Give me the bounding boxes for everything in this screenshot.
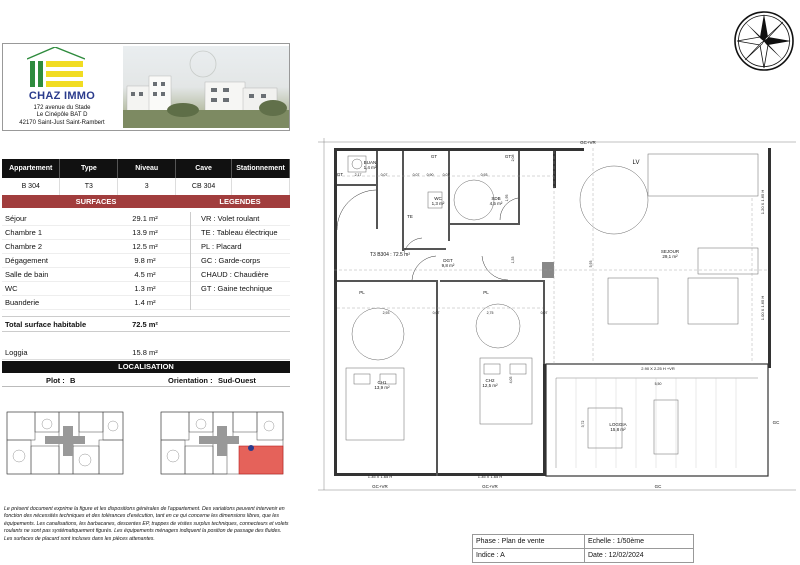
surface-value: 4.5 m² bbox=[134, 270, 156, 279]
apartment-info-table bbox=[2, 159, 290, 196]
room-area: 1,4 m² bbox=[363, 165, 377, 170]
orientation-label: Orientation : bbox=[168, 376, 213, 385]
dimension-label: 2,08 bbox=[511, 154, 515, 162]
title-block-phase: Phase : Plan de vente bbox=[473, 535, 585, 549]
apartment-highlight bbox=[239, 446, 283, 474]
orientation-value: Sud-Ouest bbox=[218, 376, 256, 385]
total-surface-label: Total surface habitable bbox=[5, 320, 87, 329]
legend-title: LEGENDES bbox=[219, 197, 261, 206]
table-row bbox=[473, 549, 694, 563]
window-callout: 2.90 X 2.25 H +VR bbox=[641, 366, 675, 371]
legend-item: TE : Tableau électrique bbox=[201, 228, 278, 237]
tag-label: LV bbox=[632, 160, 640, 166]
room-area: 13,9 m² bbox=[374, 385, 390, 390]
loggia-row bbox=[2, 344, 290, 360]
dimension-label: 0,07 bbox=[432, 311, 440, 315]
title-block-scale: Echelle : 1/50ème bbox=[585, 535, 694, 549]
dimension-label: 0,07 bbox=[380, 173, 388, 177]
room-label: WC bbox=[434, 196, 442, 201]
building-key-plan bbox=[5, 406, 125, 480]
window-callout: 1.20 X 1.65 H bbox=[760, 189, 765, 215]
room-label: BUAN bbox=[363, 160, 377, 165]
brand-address-line: Le Cinépôle BAT D bbox=[36, 112, 88, 118]
chaz-immo-logo-mark bbox=[27, 47, 85, 89]
building-key-plan-highlighted bbox=[159, 406, 285, 480]
room-label: CH2 bbox=[485, 378, 495, 383]
dimension-label: 1,95 bbox=[505, 194, 509, 202]
legend-item: GT : Gaine technique bbox=[201, 284, 273, 293]
room-label: LOGGIA bbox=[609, 422, 627, 427]
tag-label: GC+VR bbox=[372, 484, 388, 489]
tag-label: PL bbox=[359, 290, 365, 295]
table-header-cell: Cave bbox=[176, 159, 232, 178]
room-area: 9,8 m² bbox=[441, 263, 455, 268]
table-header-cell: Type bbox=[60, 159, 118, 178]
room-area: 4,5 m² bbox=[489, 201, 503, 206]
technical-shaft bbox=[542, 262, 554, 278]
dimension-label: 0,07 bbox=[540, 311, 548, 315]
tag-label: GC+VR bbox=[482, 484, 498, 489]
building-rendering-image bbox=[123, 46, 289, 128]
tag-label: TE bbox=[407, 214, 413, 219]
dimension-label: 2,75 bbox=[486, 311, 494, 315]
dimension-label: 2,17 bbox=[354, 173, 362, 177]
dimension-label: 5,93 bbox=[589, 260, 593, 268]
room-area: 1,3 m² bbox=[431, 201, 445, 206]
surface-label: Buanderie bbox=[5, 298, 40, 307]
brand-address-line: 42170 Saint-Just Saint-Rambert bbox=[19, 120, 105, 126]
tag-label: GC bbox=[654, 484, 662, 489]
header-box bbox=[2, 43, 290, 131]
surface-row bbox=[2, 296, 290, 310]
dimension-label: 1,33 bbox=[511, 256, 515, 264]
legend-item: GC : Garde-corps bbox=[201, 256, 261, 265]
room-label: DGT bbox=[443, 258, 453, 263]
surface-row bbox=[2, 268, 290, 282]
tag-label: GT bbox=[430, 154, 438, 159]
surface-label: WC bbox=[5, 284, 18, 293]
table-cell: 3 bbox=[118, 178, 176, 195]
total-surface-value: 72.5 m² bbox=[132, 320, 158, 329]
table-cell: B 304 bbox=[2, 178, 60, 195]
room-label: CH1 bbox=[377, 380, 387, 385]
surface-row bbox=[2, 240, 290, 254]
surface-value: 1.4 m² bbox=[134, 298, 156, 307]
brand-name: CHAZ IMMO bbox=[28, 90, 96, 102]
surface-value: 1.3 m² bbox=[134, 284, 156, 293]
room-area: 12,5 m² bbox=[482, 383, 498, 388]
surfaces-legend-header bbox=[2, 195, 290, 208]
surface-row bbox=[2, 212, 290, 226]
table-row bbox=[473, 535, 694, 549]
room-area: 15,8 m² bbox=[610, 427, 626, 432]
title-block-index: Indice : A bbox=[473, 549, 585, 563]
table-header-cell: Appartement bbox=[2, 159, 60, 178]
tag-label: GT bbox=[504, 154, 512, 159]
localisation-header: LOCALISATION bbox=[2, 361, 290, 373]
surface-value: 29.1 m² bbox=[132, 214, 158, 223]
surface-label: Chambre 1 bbox=[5, 228, 43, 237]
dimension-label: 0,07 bbox=[412, 173, 420, 177]
localisation-row bbox=[2, 373, 290, 387]
dimension-label: 5,50 bbox=[654, 382, 662, 386]
room-label: SEJOUR bbox=[660, 249, 680, 254]
surface-value: 12.5 m² bbox=[132, 242, 158, 251]
tag-label: GT bbox=[336, 172, 344, 177]
table-row bbox=[2, 178, 290, 195]
loggia-value: 15.8 m² bbox=[132, 348, 158, 357]
surface-row bbox=[2, 254, 290, 268]
north-compass-icon bbox=[733, 10, 795, 72]
legend-item: CHAUD : Chaudière bbox=[201, 270, 269, 279]
surface-label: Dégagement bbox=[5, 256, 48, 265]
surface-label: Salle de bain bbox=[5, 270, 49, 279]
surface-row bbox=[2, 282, 290, 296]
dimension-label: 0,07 bbox=[442, 173, 450, 177]
apartment-label: T3 B304 : 72.5 m² bbox=[369, 252, 411, 258]
plot-label: Plot : bbox=[46, 376, 65, 385]
surface-label: Chambre 2 bbox=[5, 242, 43, 251]
window-callout: 1.35 X 1.65 H bbox=[367, 474, 393, 479]
room-area: 29,1 m² bbox=[662, 254, 678, 259]
floor-plan bbox=[318, 138, 796, 498]
table-header-row bbox=[2, 159, 290, 178]
tag-label: PL bbox=[483, 290, 489, 295]
dimension-label: 2,93 bbox=[382, 311, 390, 315]
title-block-date: Date : 12/02/2024 bbox=[585, 549, 694, 563]
dimension-label: 4,05 bbox=[509, 376, 513, 384]
surfaces-title: SURFACES bbox=[75, 197, 117, 206]
surface-row bbox=[2, 226, 290, 240]
loggia-label: Loggia bbox=[5, 348, 28, 357]
window-callout: 1.35 X 1.65 H bbox=[477, 474, 503, 479]
surface-value: 13.9 m² bbox=[132, 228, 158, 237]
location-marker-icon bbox=[248, 445, 254, 451]
tag-label: GC+VR bbox=[580, 140, 596, 145]
logo bbox=[3, 44, 121, 130]
total-surface-row bbox=[2, 316, 290, 332]
legal-disclaimer: Le présent document exprime la figure et les dispositions générales de l'appartement. Des variations peuvent intervenir en fonction des nécessités techniques et des tolérances d'exécution, tant en ce qui concerne les dimensions libres, que les équipements. Les canalisations, les barbacanes, descentes EP, trappes de visites surplus techniques, connecteurs et volets roulants ne sont pas systématiquement figurés. Les équipements ménagers indiquent la position de passage des fluides. Les surfaces de placard sont incluses dans les pièces attenantes. bbox=[4, 506, 289, 542]
brand-address-line: 172 avenue du Stade bbox=[33, 105, 91, 111]
plot-value: B bbox=[70, 376, 76, 385]
table-cell: T3 bbox=[60, 178, 118, 195]
surface-label: Séjour bbox=[5, 214, 27, 223]
dimension-label: 0,93 bbox=[480, 173, 488, 177]
dimension-label: 3,72 bbox=[581, 420, 585, 428]
legend-item: VR : Volet roulant bbox=[201, 214, 260, 223]
legend-item: PL : Placard bbox=[201, 242, 242, 251]
table-header-cell: Niveau bbox=[118, 159, 176, 178]
tag-label: GC bbox=[772, 420, 780, 425]
table-cell bbox=[232, 178, 290, 195]
title-block bbox=[472, 534, 694, 563]
window-callout: 1.00 X 1.65 H bbox=[760, 295, 765, 321]
dimension-label: 0,90 bbox=[426, 173, 434, 177]
table-header-cell: Stationnement bbox=[232, 159, 290, 178]
table-cell: CB 304 bbox=[176, 178, 232, 195]
room-label: SDB bbox=[491, 196, 501, 201]
surface-value: 9.8 m² bbox=[134, 256, 156, 265]
